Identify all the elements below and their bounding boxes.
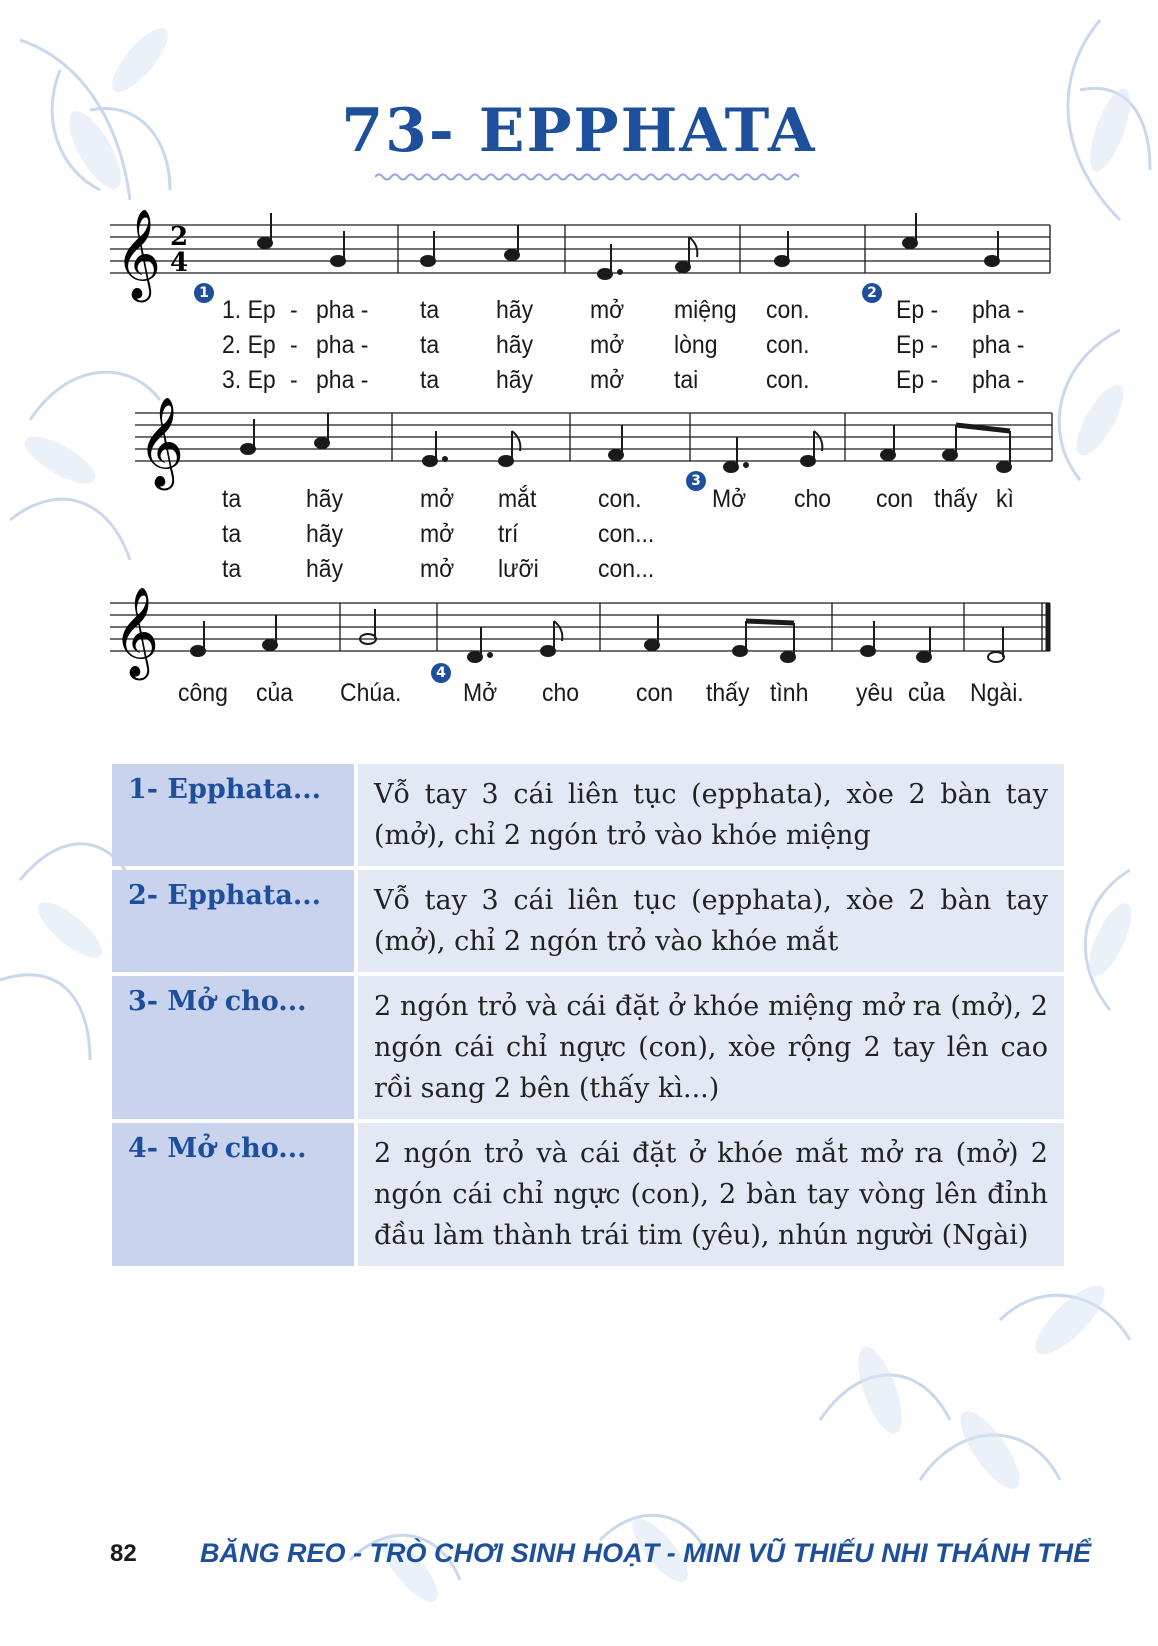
- gesture-description: 2 ngón trỏ và cái đặt ở khóe mắt mở ra (mở) 2 ngón cái chỉ ngực (con), 2 bàn tay vòng lên đỉnh đầu làm thành trái tim (yêu), nhún người (Ngài): [358, 1123, 1064, 1266]
- lyric-syllable: hãy: [306, 520, 344, 548]
- lyric-syllable: mở: [590, 296, 625, 324]
- lyric-syllable: cho: [794, 485, 832, 513]
- lyric-syllable: Mở: [463, 679, 498, 707]
- section-marker: 3: [686, 471, 706, 491]
- lyric-syllable: tình: [770, 679, 809, 707]
- lyric-syllable: miệng: [674, 296, 737, 324]
- gesture-action: 2- Epphata...: [112, 870, 358, 972]
- svg-text:4: 4: [170, 248, 189, 278]
- lyric-syllable: pha -: [316, 366, 369, 394]
- gesture-description: Vỗ tay 3 cái liên tục (epphata), xòe 2 bàn tay (mở), chỉ 2 ngón trỏ vào khóe mắt: [358, 870, 1064, 972]
- treble-clef-icon: 𝄞: [138, 397, 185, 487]
- lyric-syllable: cho: [542, 679, 580, 707]
- gesture-table: [112, 760, 1064, 1270]
- lyric-syllable: con.: [766, 296, 810, 324]
- lyric-syllable: Ep -: [896, 331, 939, 359]
- table-row: [112, 976, 1064, 1119]
- table-row: [112, 1123, 1064, 1266]
- lyric-syllable: 3. Ep: [222, 366, 276, 394]
- lyric-syllable: con: [636, 679, 674, 707]
- lyric-syllable: thấy: [706, 679, 750, 707]
- lyric-syllable: Ngài.: [970, 679, 1024, 707]
- page-number: 82: [110, 1540, 137, 1567]
- lyric-syllable: ta: [222, 555, 242, 583]
- table-row: [112, 764, 1064, 866]
- lyric-syllable: pha -: [972, 296, 1025, 324]
- gesture-description: 2 ngón trỏ và cái đặt ở khóe miệng mở ra (mở), 2 ngón cái chỉ ngực (con), xòe rộng 2 tay lên cao rồi sang 2 bên (thấy kì...): [358, 976, 1064, 1119]
- lyric-syllable: -: [290, 366, 298, 394]
- lyric-syllable: mắt: [498, 485, 537, 513]
- lyric-syllable: con...: [598, 520, 655, 548]
- lyric-syllable: hãy: [496, 366, 534, 394]
- gesture-action: 1- Epphata...: [112, 764, 358, 866]
- lyric-syllable: con...: [598, 555, 655, 583]
- lyric-syllable: 1. Ep: [222, 296, 276, 324]
- table-row: [112, 870, 1064, 972]
- lyric-syllable: tai: [674, 366, 699, 394]
- lyric-syllable: pha -: [316, 331, 369, 359]
- lyric-syllable: trí: [498, 520, 519, 548]
- lyric-syllable: ta: [420, 366, 440, 394]
- lyric-syllable: -: [290, 296, 298, 324]
- lyric-syllable: mở: [590, 331, 625, 359]
- staff-1: [110, 225, 1050, 273]
- lyric-syllable: hãy: [496, 296, 534, 324]
- lyric-syllable: mở: [420, 520, 455, 548]
- lyric-syllable: ta: [420, 296, 440, 324]
- treble-clef-icon: 𝄞: [113, 587, 160, 677]
- lyric-syllable: con: [876, 485, 914, 513]
- lyric-syllable: của: [908, 679, 946, 707]
- gesture-action: 4- Mở cho...: [112, 1123, 358, 1266]
- lyric-syllable: hãy: [496, 331, 534, 359]
- lyric-syllable: yêu: [856, 679, 894, 707]
- lyric-syllable: ta: [420, 331, 440, 359]
- lyric-syllable: ta: [222, 485, 242, 513]
- section-marker: 2: [862, 283, 882, 303]
- lyric-syllable: -: [290, 331, 298, 359]
- lyric-syllable: thấy: [934, 485, 978, 513]
- lyric-syllable: Ep -: [896, 296, 939, 324]
- lyric-syllable: mở: [420, 485, 455, 513]
- lyric-syllable: Mở: [712, 485, 747, 513]
- lyric-syllable: pha -: [972, 331, 1025, 359]
- lyric-syllable: kì: [996, 485, 1014, 513]
- treble-clef-icon: 𝄞: [115, 209, 162, 299]
- lyric-syllable: Ep -: [896, 366, 939, 394]
- lyric-syllable: con.: [598, 485, 642, 513]
- lyric-syllable: mở: [590, 366, 625, 394]
- lyric-syllable: mở: [420, 555, 455, 583]
- svg-text:2: 2: [170, 222, 189, 252]
- lyric-syllable: pha -: [316, 296, 369, 324]
- lyric-syllable: của: [256, 679, 294, 707]
- section-marker: 4: [431, 663, 451, 683]
- sheet-music: [0, 0, 1158, 720]
- staff-2: [135, 413, 1052, 461]
- lyric-syllable: pha -: [972, 366, 1025, 394]
- lyric-syllable: hãy: [306, 485, 344, 513]
- lyric-syllable: hãy: [306, 555, 344, 583]
- staff-3: [110, 603, 1050, 651]
- section-marker: 1: [194, 283, 214, 303]
- lyric-syllable: con.: [766, 366, 810, 394]
- lyric-syllable: ta: [222, 520, 242, 548]
- lyric-syllable: công: [178, 679, 228, 707]
- lyric-syllable: lòng: [674, 331, 718, 359]
- lyric-syllable: con.: [766, 331, 810, 359]
- song-title: 73- EPPHATA: [341, 96, 817, 166]
- lyric-syllable: 2. Ep: [222, 331, 276, 359]
- lyric-syllable: Chúa.: [340, 679, 402, 707]
- lyric-syllable: lưỡi: [498, 555, 539, 583]
- gesture-action: 3- Mở cho...: [112, 976, 358, 1119]
- gesture-description: Vỗ tay 3 cái liên tục (epphata), xòe 2 bàn tay (mở), chỉ 2 ngón trỏ vào khóe miệng: [358, 764, 1064, 866]
- book-title: BĂNG REO - TRÒ CHƠI SINH HOẠT - MINI VŨ THIẾU NHI THÁNH THỂ: [200, 1538, 1092, 1568]
